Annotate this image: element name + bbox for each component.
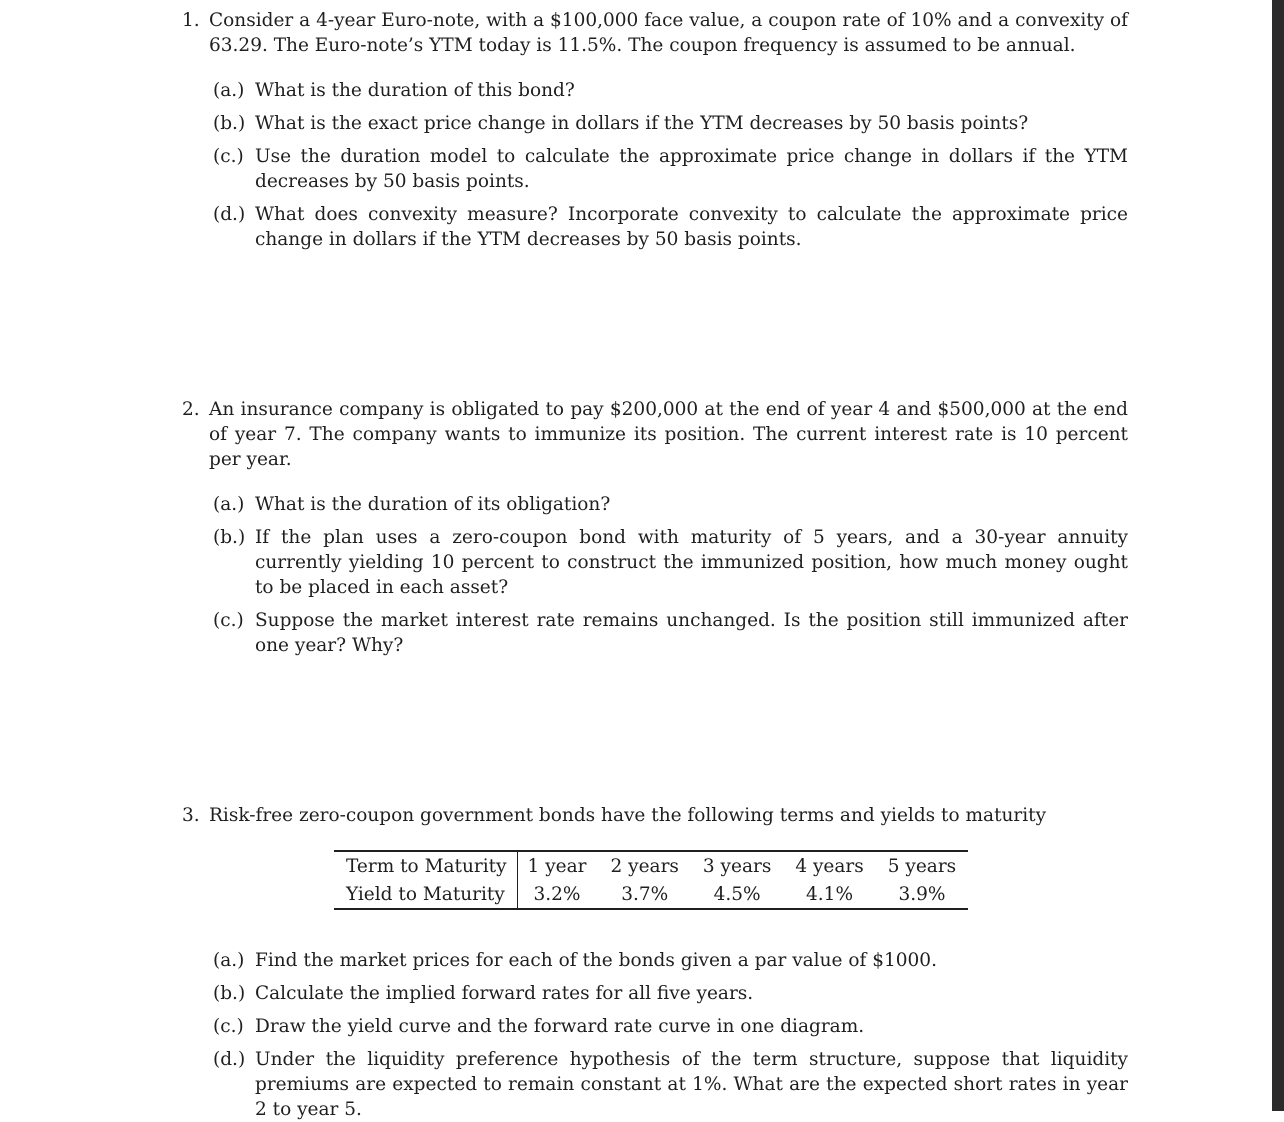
- problem-3: [182, 803, 1128, 1122]
- term-cell: 1 year: [527, 856, 587, 877]
- table-row-yields: [334, 880, 968, 909]
- part-item: [209, 202, 1128, 252]
- problem-2: [182, 397, 1128, 658]
- yield-cell: 3.2%: [533, 884, 581, 905]
- part-text: Under the liquidity preference hypothesis of the term structure, suppose that liquidity premiums are expected to remain constant at 1%. What are the expected short rates in year 2 to year 5.: [255, 1049, 1128, 1120]
- term-cell: 3 years: [702, 856, 772, 877]
- part-item: [209, 525, 1128, 600]
- problem-text: Risk-free zero-coupon government bonds have the following terms and yields to maturity: [209, 805, 1047, 826]
- table-row-terms: [334, 851, 968, 880]
- part-label: (b.): [213, 527, 246, 548]
- part-text: Calculate the implied forward rates for all five years.: [255, 983, 754, 1004]
- part-text: What is the duration of its obligation?: [255, 494, 611, 515]
- window-edge: [1272, 0, 1284, 1111]
- part-item: [209, 948, 1128, 973]
- part-label: (b.): [213, 983, 246, 1004]
- part-item: [209, 1014, 1128, 1039]
- yield-cell: 4.1%: [806, 884, 854, 905]
- part-text: Find the market prices for each of the bonds given a par value of $1000.: [255, 950, 937, 971]
- part-text: Suppose the market interest rate remains unchanged. Is the position still immunized after one year? Why?: [255, 610, 1128, 656]
- parts-list: [209, 492, 1128, 658]
- yield-cell: 3.9%: [898, 884, 946, 905]
- part-text: Draw the yield curve and the forward rate curve in one diagram.: [255, 1016, 865, 1037]
- yield-table-wrap: [334, 850, 1128, 910]
- part-item: [209, 144, 1128, 194]
- row-header-yield: Yield to Maturity: [334, 880, 517, 909]
- part-label: (a.): [213, 950, 245, 971]
- term-cell: 2 years: [610, 856, 679, 877]
- problem-number: 2.: [182, 399, 200, 420]
- document-page: [182, 8, 1128, 1122]
- row-header-term: Term to Maturity: [334, 851, 517, 880]
- problem-text: An insurance company is obligated to pay $200,000 at the end of year 4 and $500,000 at the end of year 7. The company wants to immunize its position. The current interest rate is 10 percent per year.: [209, 399, 1128, 470]
- part-item: [209, 111, 1128, 136]
- part-label: (c.): [213, 1016, 244, 1037]
- problem-number: 1.: [182, 10, 200, 31]
- yield-cell: 3.7%: [621, 884, 669, 905]
- part-label: (d.): [213, 1049, 246, 1070]
- yield-cell: 4.5%: [713, 884, 761, 905]
- part-item: [209, 981, 1128, 1006]
- part-text: What does convexity measure? Incorporate convexity to calculate the approximate price change in dollars if the YTM decreases by 50 basis points.: [255, 204, 1128, 250]
- part-label: (c.): [213, 610, 244, 631]
- term-cell: 4 years: [795, 856, 864, 877]
- part-text: What is the exact price change in dollars if the YTM decreases by 50 basis points?: [255, 113, 1029, 134]
- part-label: (b.): [213, 113, 246, 134]
- part-item: [209, 608, 1128, 658]
- term-cell: 5 years: [887, 856, 957, 877]
- part-label: (d.): [213, 204, 246, 225]
- problem-text: Consider a 4-year Euro-note, with a $100,000 face value, a coupon rate of 10% and a convexity of 63.29. The Euro-note’s YTM today is 11.5%. The coupon frequency is assumed to be annual.: [209, 10, 1128, 56]
- part-label: (a.): [213, 494, 245, 515]
- part-label: (a.): [213, 80, 245, 101]
- part-text: Use the duration model to calculate the approximate price change in dollars if the YTM decreases by 50 basis points.: [255, 146, 1128, 192]
- part-item: [209, 78, 1128, 103]
- yield-table: [334, 850, 968, 910]
- problem-1: [182, 8, 1128, 252]
- problem-number: 3.: [182, 805, 200, 826]
- part-text: What is the duration of this bond?: [255, 80, 575, 101]
- parts-list: [209, 78, 1128, 252]
- part-text: If the plan uses a zero-coupon bond with maturity of 5 years, and a 30-year annuity currently yielding 10 percent to construct the immunized position, how much money ought to be placed in each asset?: [255, 527, 1128, 598]
- parts-list: [209, 948, 1128, 1122]
- part-label: (c.): [213, 146, 244, 167]
- part-item: [209, 492, 1128, 517]
